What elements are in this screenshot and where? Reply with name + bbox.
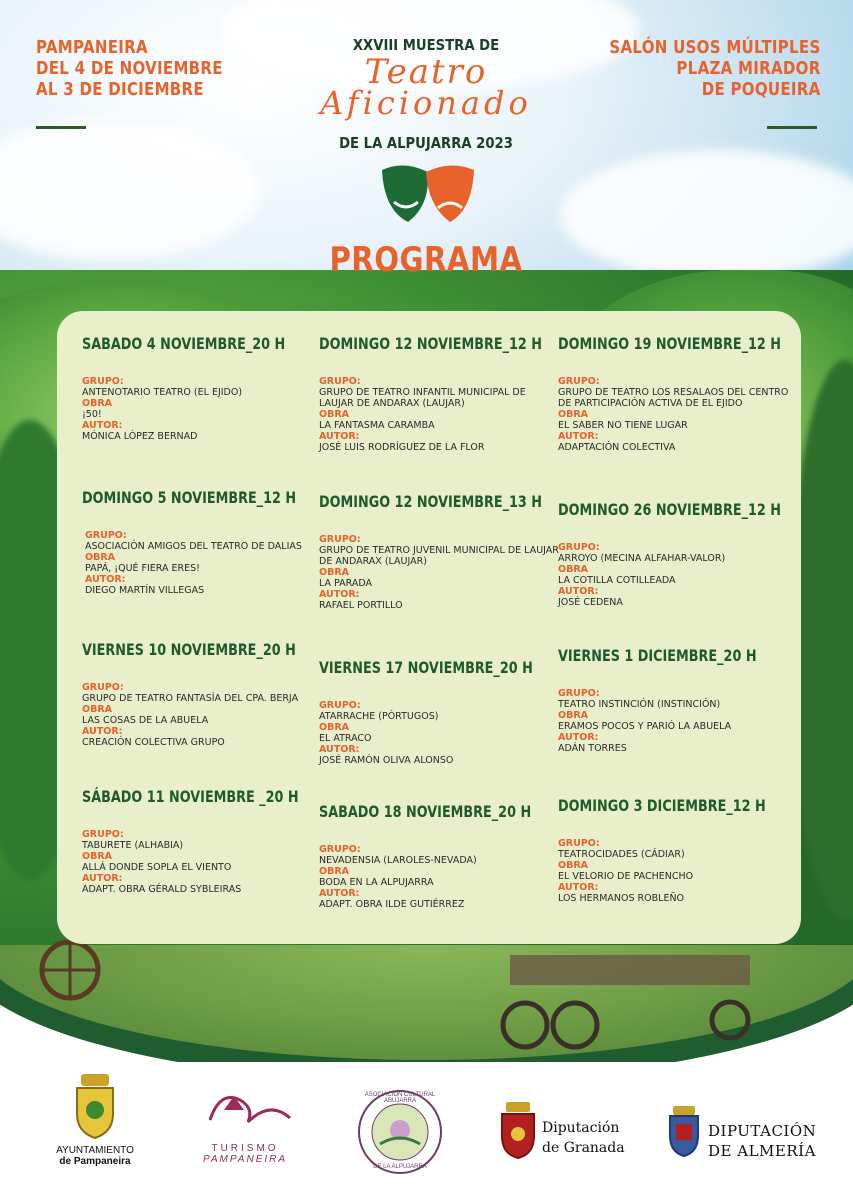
play-title: PAPÁ, ¡QUÉ FIERA ERES! — [85, 563, 200, 574]
play-title: ¡50! — [82, 409, 102, 420]
turismo-town: PAMPANEIRA — [202, 1154, 288, 1165]
author-label: AUTOR: — [558, 431, 599, 442]
play-label: OBRA — [82, 704, 112, 715]
seal-top-text: ASOCIACIÓN CULTURAL ABUJARRA — [364, 1092, 436, 1104]
event-date: DOMINGO 3 DICIEMBRE_12 H — [558, 796, 766, 815]
event-card — [319, 658, 559, 766]
author-label: AUTOR: — [82, 873, 123, 884]
cart-illustration — [480, 945, 770, 1055]
event-details — [319, 534, 559, 611]
play-title: LA FANTASMA CARAMBA — [319, 420, 435, 431]
play-title: LA PARADA — [319, 578, 373, 589]
play-label: OBRA — [558, 409, 588, 420]
group-name: NEVADENSIA (LAROLES-NEVADA) — [319, 855, 477, 866]
edition-label: XXVIII MUESTRA DE — [352, 36, 500, 54]
author-name: ADAPT. OBRA GÉRALD SYBLEIRAS — [82, 884, 242, 895]
author-name: JOSÉ CEDENA — [558, 597, 623, 608]
event-card — [82, 488, 322, 596]
author-label: AUTOR: — [319, 431, 360, 442]
event-date: DOMINGO 12 NOVIEMBRE_13 H — [319, 492, 542, 511]
play-title: LAS COSAS DE LA ABUELA — [82, 715, 209, 726]
group-name: GRUPO DE TEATRO JUVENIL MUNICIPAL DE LAUJAR DE ANDARAX (LAUJAR) — [319, 545, 559, 567]
turismo-logo — [185, 1080, 305, 1165]
almeria-crest-icon — [668, 1104, 700, 1158]
author-name: ADAPT. OBRA ILDE GUTIÉRREZ — [319, 899, 465, 910]
event-card — [82, 640, 322, 748]
event-date: DOMINGO 26 NOVIEMBRE_12 H — [558, 500, 781, 519]
event-details — [82, 376, 322, 442]
seal-bottom-text: DE LA ALPUJARRA — [373, 1164, 427, 1170]
author-name: JOSÉ LUIS RODRÍGUEZ DE LA FLOR — [319, 442, 485, 453]
event-card — [319, 492, 559, 611]
group-name: TEATROCIDADES (CÁDIAR) — [558, 849, 685, 860]
header-right-line: SALÓN USOS MÚLTIPLES — [609, 38, 821, 58]
wheel-illustration — [35, 935, 105, 1005]
author-label: AUTOR: — [558, 732, 599, 743]
group-name: GRUPO DE TEATRO INFANTIL MUNICIPAL DE LAUJAR DE ANDARAX (LAUJAR) — [319, 387, 526, 409]
venue-town-dates — [36, 38, 223, 101]
group-label: GRUPO: — [558, 376, 600, 387]
play-label: OBRA — [558, 710, 588, 721]
play-title: LA COTILLA COTILLEADA — [558, 575, 676, 586]
group-name: TABURETE (ALHABIA) — [82, 840, 184, 851]
event-card — [558, 796, 798, 904]
author-label: AUTOR: — [558, 586, 599, 597]
author-name: MÓNICA LÓPEZ BERNAD — [82, 431, 198, 442]
group-label: GRUPO: — [558, 688, 600, 699]
event-date: VIERNES 10 NOVIEMBRE_20 H — [82, 640, 296, 659]
author-label: AUTOR: — [85, 574, 126, 585]
play-label: OBRA — [319, 567, 349, 578]
group-label: GRUPO: — [82, 829, 124, 840]
group-name: GRUPO DE TEATRO FANTASÍA DEL CPA. BERJA — [82, 693, 299, 704]
event-card — [558, 500, 798, 608]
event-details — [82, 530, 322, 596]
group-name: ARROYO (MECINA ALFAHAR-VALOR) — [558, 553, 726, 564]
author-name: ADÁN TORRES — [558, 743, 627, 754]
event-date: VIERNES 17 NOVIEMBRE_20 H — [319, 658, 533, 677]
event-date: DOMINGO 12 NOVIEMBRE_12 H — [319, 334, 542, 353]
almeria-line2: DE ALMERÍA — [708, 1142, 816, 1160]
turismo-label: TURISMO — [211, 1143, 279, 1154]
ayuntamiento-label: AYUNTAMIENTO — [56, 1145, 134, 1156]
event-card — [82, 787, 322, 895]
asociacion-cultural-seal — [355, 1088, 445, 1181]
author-name: LOS HERMANOS ROBLEÑO — [558, 893, 685, 904]
event-details — [319, 844, 559, 910]
crest-icon — [73, 1070, 117, 1140]
turismo-swirl-icon — [190, 1080, 300, 1138]
venue-location — [610, 38, 821, 101]
header-right-line: DE POQUEIRA — [702, 80, 821, 100]
event-date: SABADO 18 NOVIEMBRE_20 H — [319, 802, 532, 821]
play-label: OBRA — [319, 722, 349, 733]
event-card — [319, 802, 559, 910]
group-label: GRUPO: — [85, 530, 127, 541]
ayuntamiento-logo — [40, 1070, 150, 1167]
event-details — [82, 829, 322, 895]
group-label: GRUPO: — [319, 844, 361, 855]
event-details — [82, 682, 322, 748]
author-name: RAFAEL PORTILLO — [319, 600, 403, 611]
header-right-line: PLAZA MIRADOR — [676, 59, 821, 79]
event-details — [558, 542, 798, 608]
group-label: GRUPO: — [319, 534, 361, 545]
event-card — [558, 646, 798, 754]
author-name: DIEGO MARTÍN VILLEGAS — [85, 585, 205, 596]
header-rule-left — [36, 126, 86, 129]
event-card — [319, 334, 559, 453]
author-label: AUTOR: — [319, 589, 360, 600]
play-title: BODA EN LA ALPUJARRA — [319, 877, 434, 888]
play-label: OBRA — [319, 409, 349, 420]
header-left-line: AL 3 DE DICIEMBRE — [36, 80, 204, 100]
event-details — [319, 700, 559, 766]
header-rule-right — [767, 126, 817, 129]
subtitle-alpujarra: DE LA ALPUJARRA 2023 — [339, 134, 513, 152]
author-label: AUTOR: — [82, 420, 123, 431]
group-label: GRUPO: — [558, 542, 600, 553]
author-name: ADAPTACIÓN COLECTIVA — [558, 442, 676, 453]
granada-line1: Diputación — [542, 1120, 620, 1136]
event-date: SABADO 4 NOVIEMBRE_20 H — [82, 334, 286, 353]
play-label: OBRA — [82, 398, 112, 409]
event-card — [82, 334, 322, 442]
ayuntamiento-town: de Pampaneira — [59, 1156, 131, 1167]
play-label: OBRA — [85, 552, 115, 563]
event-date: VIERNES 1 DICIEMBRE_20 H — [558, 646, 757, 665]
author-name: JOSÉ RAMÓN OLIVA ALONSO — [319, 755, 454, 766]
event-date: DOMINGO 5 NOVIEMBRE_12 H — [82, 488, 297, 507]
author-label: AUTOR: — [82, 726, 123, 737]
group-name: GRUPO DE TEATRO LOS RESALAOS DEL CENTRO DE PARTICIPACIÓN ACTIVA DE EL EJIDO — [558, 387, 789, 409]
event-details — [558, 838, 798, 904]
play-label: OBRA — [82, 851, 112, 862]
play-title: ALLÁ DONDE SOPLA EL VIENTO — [82, 862, 232, 873]
group-label: GRUPO: — [82, 682, 124, 693]
play-label: OBRA — [558, 860, 588, 871]
group-label: GRUPO: — [319, 376, 361, 387]
event-date: SÁBADO 11 NOVIEMBRE _20 H — [82, 787, 299, 806]
play-title: EL SABER NO TIENE LUGAR — [558, 420, 688, 431]
granada-crest-icon — [500, 1100, 536, 1160]
almeria-line1: DIPUTACIÓN — [708, 1122, 817, 1140]
group-label: GRUPO: — [558, 838, 600, 849]
play-title: EL ATRACO — [319, 733, 372, 744]
play-title: ERAMOS POCOS Y PARIÓ LA ABUELA — [558, 721, 732, 732]
play-title: EL VELORIO DE PACHENCHO — [558, 871, 694, 882]
title-aficionado: Aficionado — [320, 84, 532, 122]
group-label: GRUPO: — [319, 700, 361, 711]
header-left-line: PAMPANEIRA — [36, 38, 148, 58]
event-card — [558, 334, 798, 453]
author-label: AUTOR: — [319, 888, 360, 899]
play-label: OBRA — [319, 866, 349, 877]
group-name: TEATRO INSTINCIÓN (INSTINCIÓN) — [558, 699, 721, 710]
group-label: GRUPO: — [82, 376, 124, 387]
theatre-masks-icon — [378, 162, 478, 228]
event-date: DOMINGO 19 NOVIEMBRE_12 H — [558, 334, 781, 353]
author-label: AUTOR: — [319, 744, 360, 755]
event-details — [319, 376, 559, 453]
event-details — [558, 376, 798, 453]
author-name: CREACIÓN COLECTIVA GRUPO — [82, 737, 225, 748]
group-name: ATARRACHE (PÓRTUGOS) — [319, 711, 439, 722]
group-name: ASOCIACIÓN AMIGOS DEL TEATRO DE DALIAS — [85, 541, 302, 552]
play-label: OBRA — [558, 564, 588, 575]
author-label: AUTOR: — [558, 882, 599, 893]
event-details — [558, 688, 798, 754]
granada-line2: de Granada — [542, 1140, 625, 1156]
title-teatro: Teatro — [364, 52, 488, 92]
header-left-line: DEL 4 DE NOVIEMBRE — [36, 59, 223, 79]
group-name: ANTENOTARIO TEATRO (EL EJIDO) — [82, 387, 243, 398]
program-heading: PROGRAMA — [329, 240, 523, 280]
